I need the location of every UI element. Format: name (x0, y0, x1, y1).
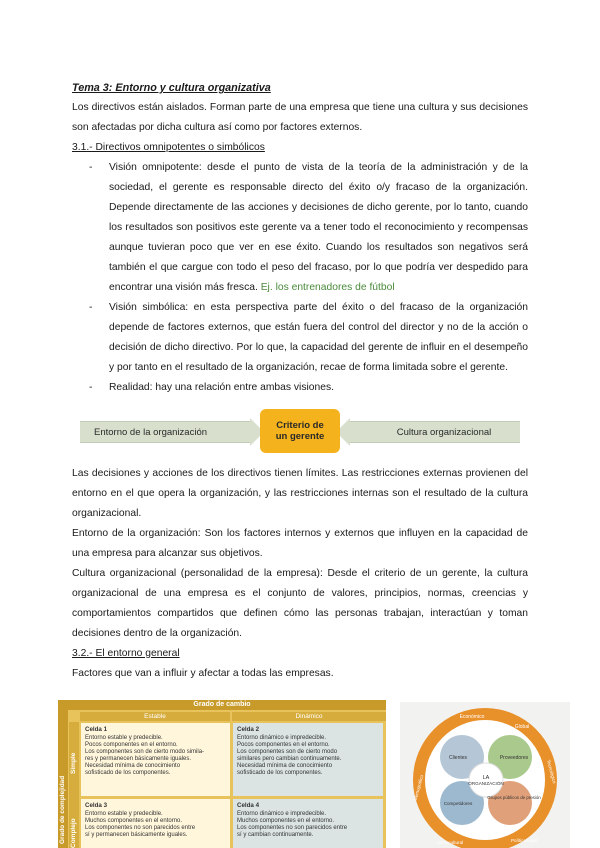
environment-matrix-figure (58, 700, 386, 848)
section-2-heading: 3.2.- El entorno general (72, 648, 180, 659)
outer-label: Global (514, 724, 530, 730)
environment-circle-figure (400, 702, 570, 848)
matrix-cell-1 (81, 723, 230, 796)
bullet-symbolic (72, 298, 528, 378)
cell-line: Pocos componentes en el entorno. (237, 742, 330, 748)
section-2-text: Factores que van a influir y afectar a todas las empresas. (72, 668, 334, 679)
cell-line: Los componentes no son parecidos entre (237, 825, 348, 831)
example-text: Ej. los entrenadores de fútbol (260, 282, 395, 293)
outer-label: Sociocultural (436, 840, 464, 845)
outer-label: Político/legal (510, 838, 538, 843)
paragraph-culture: Cultura organizacional (personalidad de la empresa): Desde el criterio de un gerente, la cultura organizacional de una empresa es el conjunto de valores, principios, normas, creencias y comportamientos compartidos que definen cómo las personas trabajan, interactúan y toman decisiones dentro de la organización. (72, 568, 528, 639)
bullet-reality (72, 378, 528, 398)
cell-line: Necesidad mínima de conocimiento (237, 763, 333, 769)
cell-line: Muchos componentes en el entorno. (237, 818, 335, 824)
outer-label: Económico (459, 714, 485, 720)
intro-paragraph: Los directivos están aislados. Forman parte de una empresa que tiene una cultura y sus decisiones son afectadas por dicha cultura así como por factores externos. (72, 102, 528, 133)
cell-line: Los componentes no son parecidos entre (85, 825, 196, 831)
cell-line: Los componentes son de cierto modo (237, 749, 338, 755)
inner-label: Clientes (448, 755, 468, 761)
cell-line: similares pero cambian continuamente. (237, 756, 342, 762)
paragraph-limits: Las decisiones y acciones de los directivos tienen límites. Las restricciones externas provienen del entorno en el que opera la organización, y las restricciones internas son el resultado de la cultura organizacional. (72, 468, 528, 519)
matrix-cell-4 (233, 799, 383, 848)
inner-label: Grupos públicos de presión (487, 795, 541, 800)
diagram-center-box (260, 409, 340, 453)
section-1-heading: 3.1.- Directivos omnipotentes o simbólicos (72, 142, 265, 153)
matrix-row-sub (69, 722, 79, 848)
paragraph-environment: Entorno de la organización: Son los factores internos y externos que influyen en la capacidad de una empresa para alcanzar sus objetivos. (72, 528, 528, 559)
cell-line: Necesidad mínima de conocimiento (85, 763, 181, 769)
cell-line: sofisticado de los componentes. (85, 770, 171, 776)
circle-diagram-svg (400, 702, 570, 848)
outer-label: Demográfico (412, 774, 425, 801)
cell-line: res y permanecen básicamente iguales. (85, 756, 192, 762)
matrix-row-axis-label: Grado de complejidad (59, 775, 66, 844)
inner-label: Competidores (443, 801, 473, 806)
constraint-diagram (80, 409, 520, 453)
cell-line: Entorno dinámico e impredecible. (237, 811, 327, 817)
bullet-dash: - (89, 302, 93, 313)
bullet-dash: - (89, 382, 93, 393)
cell-title: Celda 3 (85, 802, 108, 809)
cell-title: Celda 1 (85, 726, 108, 733)
bullet-dash: - (89, 162, 93, 173)
cell-line: Entorno estable y predecible. (85, 811, 163, 817)
bullet-text: Visión omnipotente: desde el punto de vista de la teoría de la administración y de la sociedad, el gerente es responsable directo del éxito o/y fracaso de la organización. Depende directamente de las acciones y decisiones de dicho gerente, por lo tanto, cuando los resultados son positivos este gerente va a tener todo el reconocimiento y recompensas aunque tuvieran poco que ver en ese éxito. Cuando los resultados son negativos será también el que cargue con todo el peso del fracaso, por lo que podría ver despedido para encontrar una visión más fresca. (109, 162, 528, 293)
cell-title: Celda 2 (237, 726, 260, 733)
cell-title: Celda 4 (237, 802, 260, 809)
matrix-row-complex: Complejo (70, 818, 77, 848)
center-label-org: ORGANIZACIÓN (468, 781, 504, 786)
cell-line: Entorno dinámico e impredecible. (237, 735, 327, 741)
cell-line: sí y permanecen básicamente iguales. (85, 832, 188, 838)
diagram-left-bar: Entorno de la organización (80, 421, 250, 443)
document-title: Tema 3: Entorno y cultura organizativa (72, 82, 271, 94)
cell-line: sí y cambian continuamente. (237, 832, 314, 838)
inner-label: Proveedores (499, 755, 529, 761)
matrix-cell-2 (233, 723, 383, 796)
cell-line: Pocos componentes en el entorno. (85, 742, 178, 748)
outer-label: Tecnológico (545, 759, 558, 784)
matrix-col-dynamic: Dinámico (232, 712, 386, 721)
cell-line: Los componentes son de cierto modo simila- (85, 749, 205, 755)
matrix-header: Grado de cambio (58, 700, 386, 710)
matrix-col-stable: Estable (80, 712, 230, 721)
diagram-center-label: Criterio de un gerente (275, 420, 325, 442)
bullet-text: Visión simbólica: en esta perspectiva parte del éxito o del fracaso de la organización depende de factores externos, que están fuera del control del director y no de la acción o decisión de dicho directivo. Por lo que, la capacidad del gerente de influir en el desempeño y por tanto en el resultado de la organización, recae de forma limitada sobre el gerente. (109, 302, 528, 373)
cell-line: sofisticado de los componentes. (237, 770, 323, 776)
cell-line: Muchos componentes en el entorno. (85, 818, 183, 824)
bullet-omnipotent (72, 158, 528, 298)
matrix-cell-3 (81, 799, 230, 848)
diagram-right-bar: Cultura organizacional (350, 421, 520, 443)
bullet-text: Realidad: hay una relación entre ambas visiones. (109, 382, 334, 393)
center-label-la: LA (482, 775, 490, 781)
document-page (72, 78, 528, 684)
cell-line: Entorno estable y predecible. (85, 735, 163, 741)
matrix-row-simple: Simple (70, 752, 77, 774)
matrix-row-axis (58, 710, 68, 848)
